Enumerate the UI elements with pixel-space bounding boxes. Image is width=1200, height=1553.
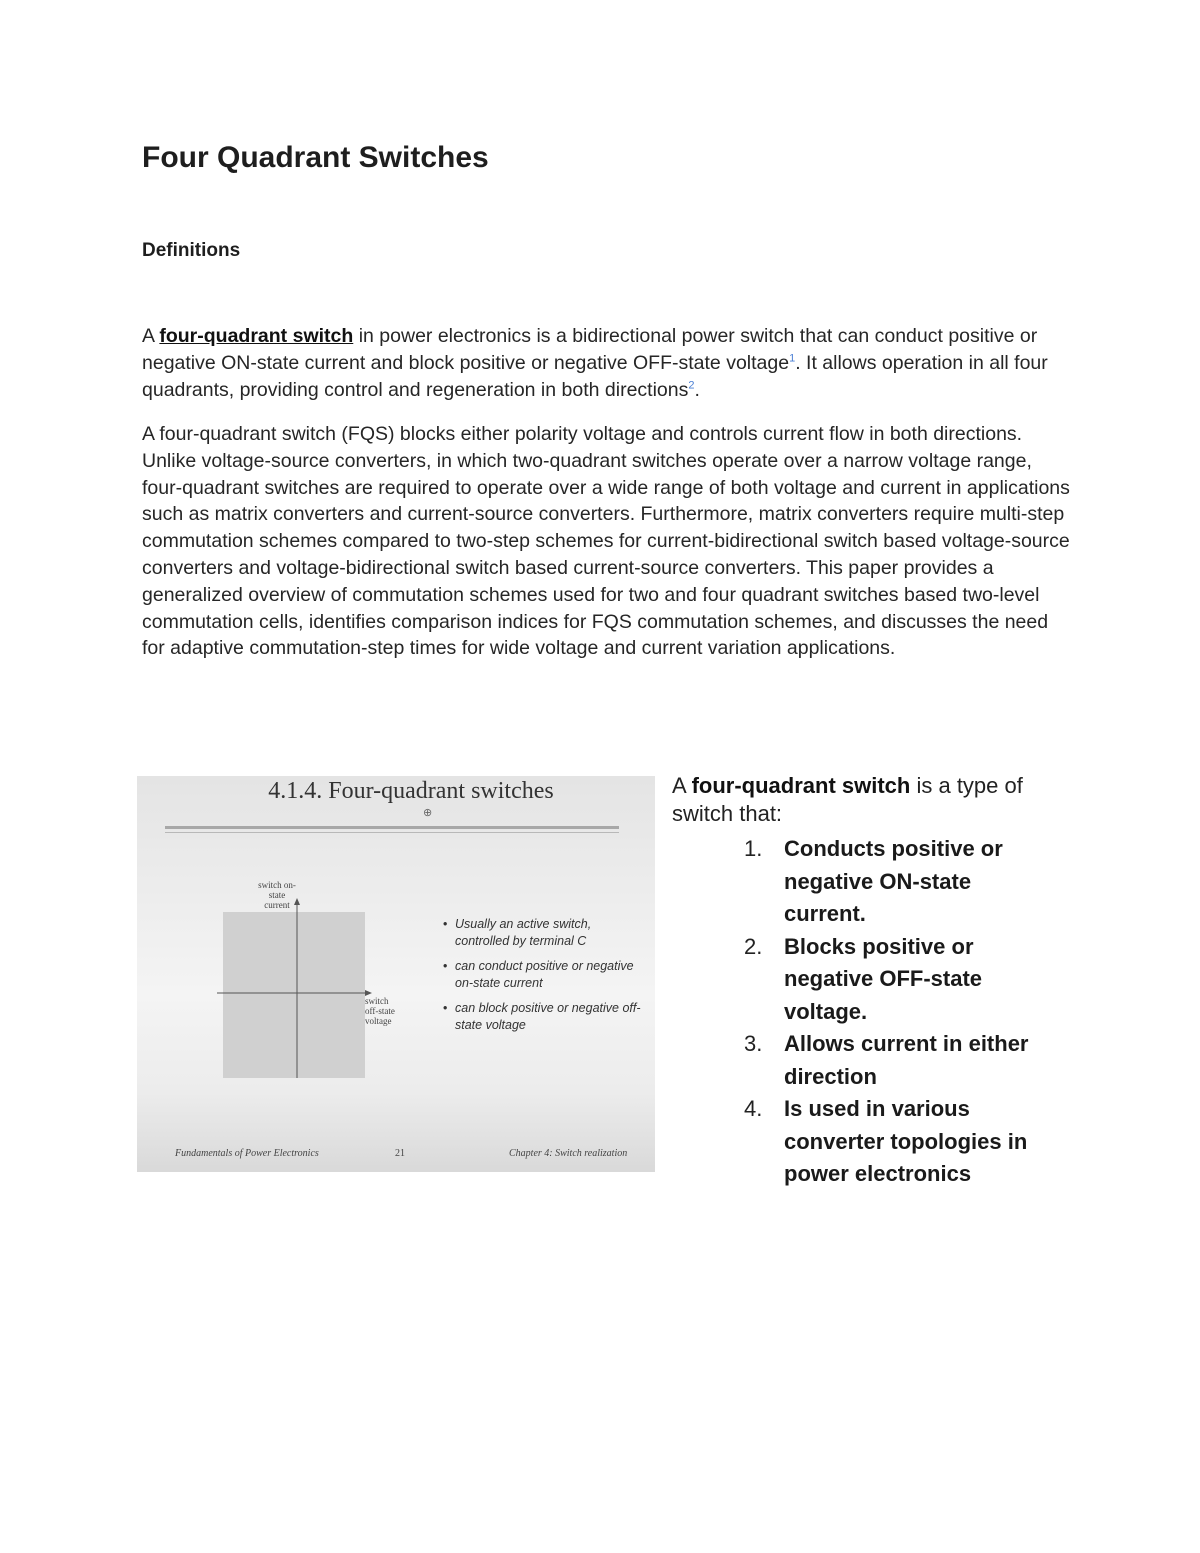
para1-text2: . It allows operation in all four quadrants, providing control and regeneration in both directions [142, 351, 1048, 401]
para1-text3: . [694, 378, 700, 401]
list-item-text: Blocks positive or negative OFF-state voltage. [784, 933, 983, 1024]
list-item-text: Is used in various converter topologies in power electronics [784, 1096, 1028, 1186]
slide-footer [137, 1148, 655, 1164]
list-item-number: 4. [744, 1096, 763, 1121]
side-intro-suffix: is a type of switch that: [672, 773, 1023, 826]
list-item-number: 3. [744, 1031, 763, 1056]
slide-bullet: • can block positive or negative off-state voltage [443, 1000, 643, 1034]
four-quadrant-slide-image [137, 776, 655, 1172]
list-item [744, 1028, 1044, 1093]
properties-list [744, 833, 1044, 1191]
section-heading-definitions: Definitions [142, 240, 241, 261]
definition-paragraph [142, 323, 1072, 403]
list-item [744, 1093, 1044, 1191]
keyword-four-quadrant-switch: four-quadrant switch [159, 325, 354, 347]
side-intro-keyword: four-quadrant switch [691, 773, 911, 798]
slide-title-rule-thin [165, 832, 619, 833]
slide-bullet-list [443, 916, 643, 1042]
y-axis-label: switch on-state current [258, 880, 296, 910]
list-item-text: Conducts positive or negative ON-state current. [784, 836, 1003, 926]
slide-bullet: • Usually an active switch, controlled by terminal C [443, 916, 643, 950]
side-intro-prefix: A [672, 773, 692, 798]
x-axis-label: switch off-state voltage [365, 996, 395, 1026]
list-item-number: 2. [744, 933, 763, 959]
list-item [744, 931, 1044, 1029]
slide-bullet: • can conduct positive or negative on-state current [443, 958, 643, 992]
fqs-paragraph: A four-quadrant switch (FQS) blocks either polarity voltage and controls current flow in both directions. Unlike voltage-source converters, in which two-quadrant switches operate over a narrow voltage range, four-quadrant switches are required to operate over a wide range of both voltage and current in applications such as matrix converters and current-source converters. Furthermore, matrix converters require multi-step commutation schemes compared to two-step schemes for current-bidirectional switch based voltage-source converters and voltage-bidirectional switch based current-source converters. This paper provides a generalized overview of commutation schemes used for two and four quadrant switches based two-level commutation cells, identifies comparison indices for FQS commutation schemes, and discusses the need for adaptive commutation-step times for wide voltage and current variation applications. [142, 423, 1070, 660]
slide-footer-page: 21 [395, 1148, 405, 1159]
slide-footer-book: Fundamentals of Power Electronics [175, 1148, 319, 1159]
para1-prefix: A [142, 325, 160, 347]
page-title: Four Quadrant Switches [142, 141, 489, 174]
slide-title: 4.1.4. Four-quadrant switches [268, 778, 554, 804]
footnote-link-1[interactable]: 1 [789, 352, 796, 365]
quadrant-plot [217, 876, 377, 1086]
slide-marker-icon: ⊕ [423, 807, 433, 819]
footnote-link-2[interactable]: 2 [688, 379, 695, 392]
list-item-number: 1. [744, 836, 763, 861]
para1-text1: in power electronics is a bidirectional power switch that can conduct positive or negative ON-state current and block positive or negative OFF-state voltage [142, 325, 1038, 374]
quadrant-region [223, 912, 365, 1078]
slide-title-rule [165, 826, 619, 829]
list-item [744, 833, 1044, 931]
list-item-text: Allows current in either direction [784, 1031, 1029, 1089]
slide-footer-chapter: Chapter 4: Switch realization [509, 1148, 628, 1159]
side-intro [672, 772, 1082, 828]
